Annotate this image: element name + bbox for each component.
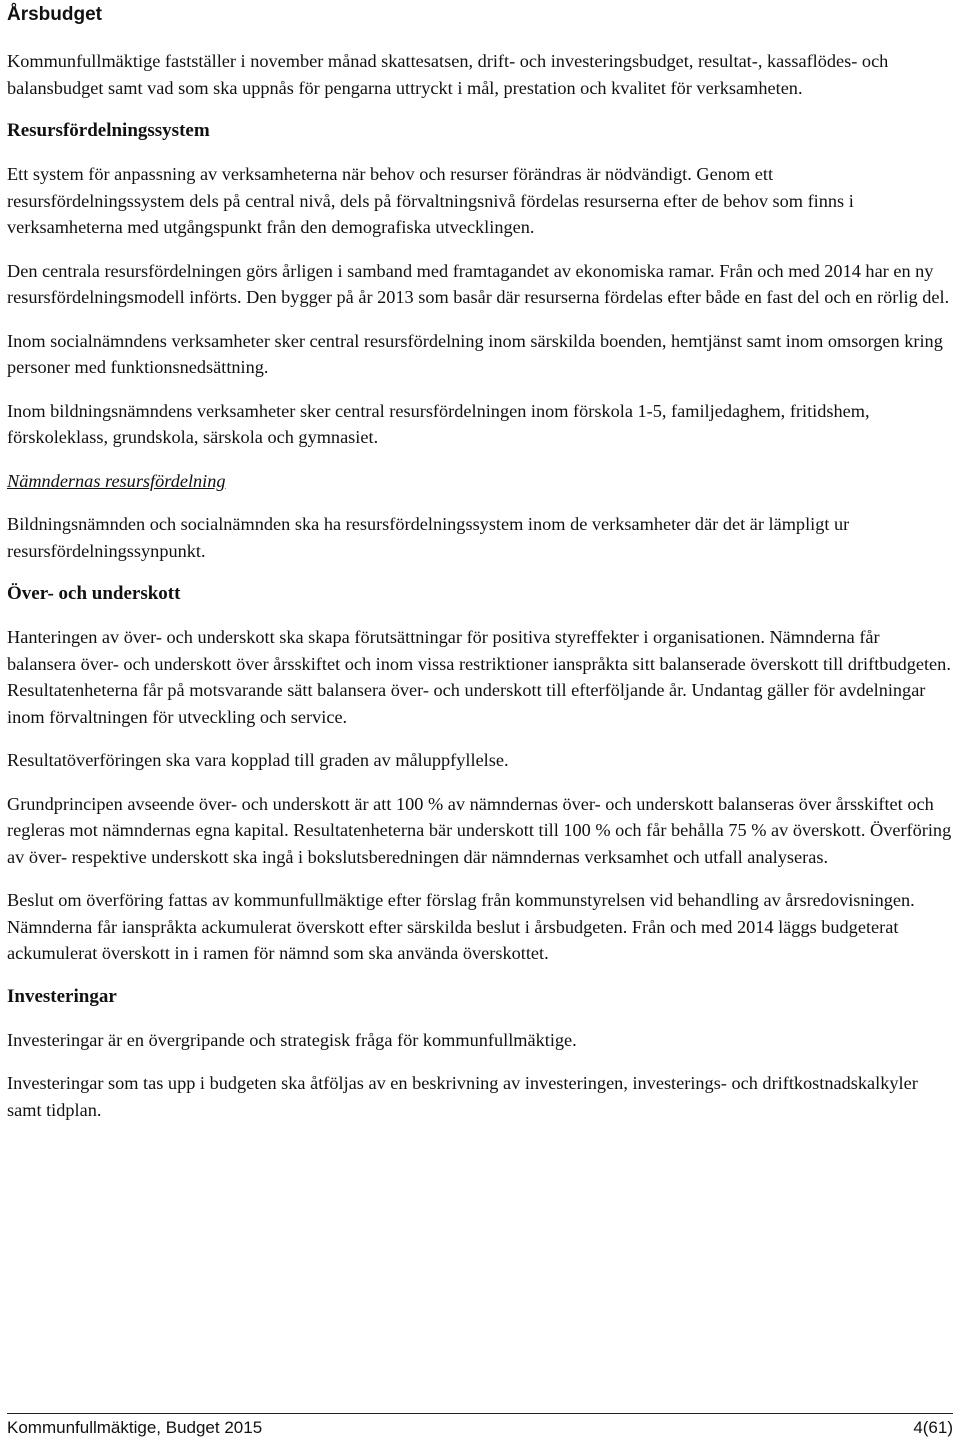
- page-footer: [7, 1413, 953, 1440]
- subheading-namndernas-resursfordelning: Nämndernas resursfördelning: [7, 470, 226, 491]
- paragraph: Hanteringen av över- och underskott ska skapa förutsättningar för positiva styreffekter i organisationen. Nämnderna får balansera över- och underskott över årsskiftet och inom vissa restriktioner ianspråkta sitt balanserade överskott till driftbudgeten. Resultatenheterna får på motsvarande sätt balansera över- och underskott till efterföljande år. Undantag gäller för avdelningar inom förvaltningen för utveckling och service.: [7, 627, 951, 727]
- footer-page-number: 4(61): [913, 1418, 953, 1437]
- paragraph: Investeringar som tas upp i budgeten ska åtföljas av en beskrivning av investeringen, investerings- och driftkostnadskalkyler samt tidplan.: [7, 1073, 918, 1120]
- paragraph: Inom socialnämndens verksamheter sker central resursfördelning inom särskilda boenden, hemtjänst samt inom omsorgen kring personer med funktionsnedsättning.: [7, 330, 943, 377]
- paragraph: Resultatöverföringen ska vara kopplad till graden av måluppfyllelse.: [7, 750, 509, 770]
- paragraph: Bildningsnämnden och socialnämnden ska ha resursfördelningssystem inom de verksamheter där det är lämpligt ur resursfördelningssynpunkt.: [7, 514, 850, 561]
- paragraph: Den centrala resursfördelningen görs årligen i samband med framtagandet av ekonomiska ramar. Från och med 2014 har en ny resursfördelningsmodell införts. Den bygger på år 2013 som basår där resurserna fördelas efter både en fast del och en rörlig del.: [7, 260, 950, 307]
- section-heading-resursfordelning: Resursfördelningssystem: [7, 120, 210, 141]
- document-title: Årsbudget: [7, 4, 102, 25]
- paragraph: Ett system för anpassning av verksamheterna när behov och resurser förändras är nödvändigt. Genom ett resursfördelningssystem dels på central nivå, dels på förvaltningsnivå fördelas resurserna efter de behov som finns i verksamheterna med utgångspunkt från den demografiska utvecklingen.: [7, 164, 854, 237]
- paragraph: Inom bildningsnämndens verksamheter sker central resursfördelningen inom förskola 1-5, familjedaghem, fritidshem, förskoleklass, grundskola, särskola och gymnasiet.: [7, 400, 870, 447]
- document-body: [7, 2, 953, 1140]
- footer-document-name: Kommunfullmäktige, Budget 2015: [7, 1418, 263, 1437]
- paragraph: Grundprincipen avseende över- och underskott är att 100 % av nämndernas över- och underskott balanseras över årsskiftet och regleras mot nämndernas egna kapital. Resultatenheterna bär underskott till 100 % och får behålla 75 % av överskott. Överföring av över- respektive underskott ska ingå i bokslutsberedningen där nämndernas verksamhet och utfall analyseras.: [7, 793, 952, 867]
- paragraph: Investeringar är en övergripande och strategisk fråga för kommunfullmäktige.: [7, 1029, 577, 1050]
- intro-paragraph: Kommunfullmäktige fastställer i november månad skattesatsen, drift- och investeringsbudget, resultat-, kassaflödes- och balansbudget samt vad som ska uppnås för pengarna uttryckt i mål, prestation och kvalitet för verksamheten.: [7, 51, 889, 98]
- section-heading-investeringar: Investeringar: [7, 985, 117, 1007]
- paragraph: Beslut om överföring fattas av kommunfullmäktige efter förslag från kommunstyrelsen vid behandling av årsredovisningen. Nämnderna får ianspråkta ackumulerat överskott efter särskilda beslut i årsbudgeten. Från och med 2014 läggs budgeterat ackumulerat överskott in i ramen för nämnd som ska använda överskottet.: [7, 890, 915, 963]
- section-heading-overskott: Över- och underskott: [7, 583, 181, 604]
